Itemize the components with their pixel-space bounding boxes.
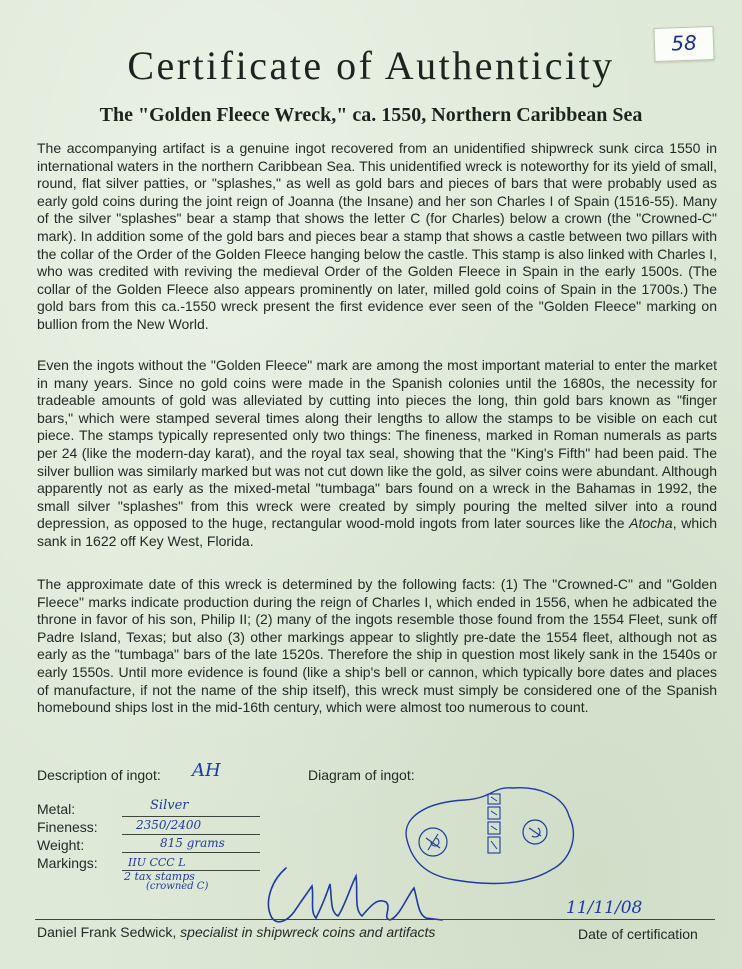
weight-label: Weight:	[37, 837, 85, 853]
metal-label: Metal:	[37, 801, 76, 817]
markings-label: Markings:	[37, 855, 98, 871]
paragraph-history: The accompanying artifact is a genuine ingot recovered from an unidentified shipwreck sunk circa 1550 in international waters in the northern Caribbean Sea. This unidentified wreck is noteworthy for its yield of small, round, flat silver patties, or "splashes," as well as gold bars and pieces of bars that were probably used as early gold coins during the joint reign of Joanna (the Insane) and her son Charles I of Spain (1516-55). Many of the silver "splashes" bear a stamp that shows the letter C (for Charles) below a crown (the "Crowned-C" mark). In addition some of the gold bars and pieces bear a stamp that shows a castle between two pillars with the collar of the Order of the Golden Fleece hanging below the castle. This stamp is also linked with Charles I, who was credited with reviving the medieval Order of the Golden Fleece in Spain in the early 1500s. (The collar of the Golden Fleece also appears prominently on later, milled gold coins of Spain in the 1700s.) The gold bars from this ca.-1550 wreck present the first evidence ever seen of the "Golden Fleece" marking on bullion from the New World.	[37, 140, 717, 332]
description-label: Description of ingot:	[37, 767, 161, 783]
paragraph-ingots	[37, 357, 717, 551]
fineness-stamp-column	[488, 794, 500, 853]
paragraph-ingots-tail: , which sank in 1622 off Key West, Florida.	[37, 515, 718, 549]
metal-value: Silver	[150, 798, 189, 813]
weight-value: 815 grams	[160, 836, 225, 850]
certificate-subtitle: The "Golden Fleece Wreck," ca. 1550, Northern Caribbean Sea	[99, 104, 643, 126]
markings-value: IIU CCC L	[128, 856, 186, 869]
date-of-certification-label: Date of certification	[578, 926, 698, 942]
crowned-c-stamp-right	[523, 820, 547, 844]
fineness-underline	[122, 834, 260, 835]
signatory	[37, 924, 435, 940]
certification-date: 11/11/08	[566, 898, 643, 918]
signature-line	[35, 919, 715, 920]
diagram-label: Diagram of ingot:	[308, 767, 415, 783]
certificate-title: Certificate of Authenticity	[127, 43, 615, 88]
markings-note-line1: 2 tax stamps	[124, 870, 195, 883]
description-value: AH	[192, 760, 221, 781]
paragraph-ingots-text: Even the ingots without the "Golden Fleece" mark are among the most important material to enter the market in many years. Since no gold coins were made in the Spanish colonies until the 1680s, the necessity for tradeable amounts of gold was alleviated by cutting into pieces the long, thin gold bars known as "finger bars," which were stamped several times along their lengths to allow the stamps to be visible on each cut piece. The stamps typically represented only two things: The fineness, marked in Roman numerals as parts per 24 (like the modern-day karat), and the royal tax seal, showing that the "King's Fifth" had been paid. The silver bullion was similarly marked but was not cut down like the gold, as silver coins were abundant. Although apparently not as early as the mixed-metal "tumbaga" bars found on a wreck in the Bahamas in 1992, the small silver "splashes" from this wreck were created by simply pouring the melted silver into a round depression, as opposed to the huge, rectangular wood-mold ingots from later sources like the	[37, 357, 717, 532]
signatory-title: specialist in shipwreck coins and artifacts	[180, 924, 436, 940]
fineness-label: Fineness:	[37, 819, 98, 835]
paragraph-dating: The approximate date of this wreck is determined by the following facts: (1) The "Crowned-C" and "Golden Fleece" marks indicate production during the reign of Charles I, which ended in 1556, when he adbicated the throne in favor of his son, Philip II; (2) many of the ingots resemble those found from the 1554 Fleet, sunk off Padre Island, Texas; but also (3) other markings appear to slightly pre-date the 1554 fleet, although not as early as the "tumbaga" bars of the late 1520s. Therefore the ship in question most likely sank in the 1540s or early 1550s. Until more evidence is found (like a ship's bell or cannon, which typically bore dates and places of manufacture, if not the name of the ship itself), this wreck must simply be considered one of the Spanish homebound ships lost in the mid-16th century, which were almost too numerous to count.	[37, 576, 717, 716]
fineness-value: 2350/2400	[136, 818, 202, 832]
atocha-ship-name: Atocha	[629, 515, 673, 532]
markings-note-line2: (crowned C)	[146, 881, 209, 892]
crowned-c-stamp-left	[419, 828, 447, 856]
signatory-name: Daniel Frank Sedwick,	[37, 924, 181, 940]
weight-underline	[122, 852, 260, 853]
metal-underline	[122, 816, 260, 817]
inventory-number: 58	[670, 30, 698, 56]
